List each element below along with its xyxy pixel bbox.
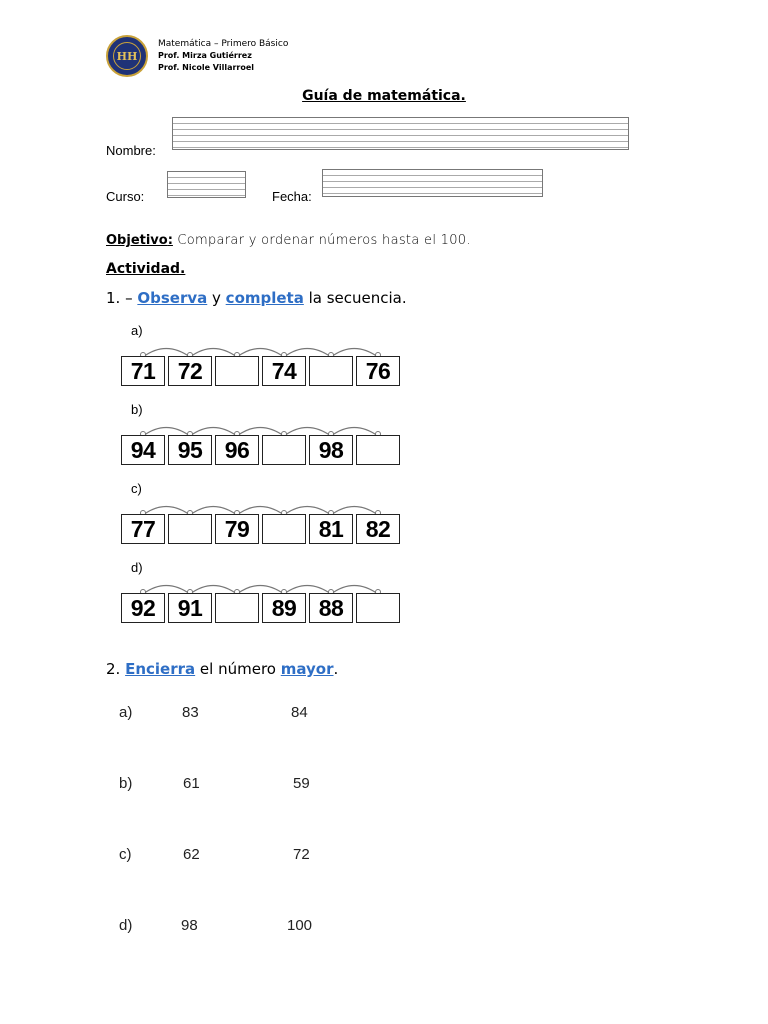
- q1-word-completa: completa: [225, 289, 304, 307]
- question-1-instruction: [106, 289, 407, 307]
- compare-a-right[interactable]: 84: [291, 704, 308, 721]
- header-info: [158, 38, 288, 74]
- compare-a-left[interactable]: 83: [182, 704, 199, 721]
- sequence-cell: 91: [168, 593, 212, 623]
- sequence-a-arcs: [121, 338, 411, 358]
- sequence-cell: 92: [121, 593, 165, 623]
- school-logo-emblem: [113, 42, 141, 70]
- compare-d-right[interactable]: 100: [287, 917, 313, 934]
- nombre-label: Nombre:: [106, 143, 156, 158]
- sequence-blank-cell[interactable]: [215, 356, 259, 386]
- teacher-line-1: Prof. Mirza Gutiérrez: [158, 51, 252, 60]
- compare-c-left[interactable]: 62: [183, 846, 200, 863]
- compare-d-left[interactable]: 98: [181, 917, 198, 934]
- sequence-cell: 71: [121, 356, 165, 386]
- sequence-d-row: [121, 593, 403, 623]
- compare-c-right[interactable]: 72: [293, 846, 310, 863]
- objective-text: Comparar y ordenar números hasta el 100.: [172, 233, 471, 248]
- course-line: Matemática – Primero Básico: [158, 39, 289, 49]
- compare-a-label: a): [119, 704, 133, 721]
- sequence-a-row: [121, 356, 403, 386]
- compare-d-label: d): [119, 917, 133, 934]
- q2-suffix: .: [333, 660, 339, 678]
- sequence-blank-cell[interactable]: [168, 514, 212, 544]
- objective: [106, 233, 471, 248]
- sequence-a-label: a): [131, 323, 143, 338]
- sequence-cell: 98: [309, 435, 353, 465]
- sequence-cell: 81: [309, 514, 353, 544]
- q2-mid: el número: [195, 660, 281, 678]
- sequence-cell: 79: [215, 514, 259, 544]
- sequence-b-row: [121, 435, 403, 465]
- activity-heading: Actividad.: [106, 261, 186, 277]
- compare-b-label: b): [119, 775, 133, 792]
- sequence-b-arcs: [121, 417, 411, 437]
- page-title: Guía de matemática.: [302, 88, 466, 104]
- sequence-blank-cell[interactable]: [309, 356, 353, 386]
- sequence-cell: 96: [215, 435, 259, 465]
- compare-b-right[interactable]: 59: [293, 775, 310, 792]
- sequence-cell: 89: [262, 593, 306, 623]
- sequence-blank-cell[interactable]: [356, 435, 400, 465]
- curso-field[interactable]: [167, 171, 246, 198]
- compare-c-label: c): [119, 846, 132, 863]
- q1-word-observa: Observa: [137, 289, 208, 307]
- sequence-c-arcs: [121, 496, 411, 516]
- sequence-cell: 88: [309, 593, 353, 623]
- sequence-b-label: b): [131, 402, 143, 417]
- sequence-cell: 94: [121, 435, 165, 465]
- teacher-line-2: Prof. Nicole Villarroel: [158, 63, 255, 72]
- sequence-d-arcs: [121, 575, 411, 595]
- sequence-cell: 77: [121, 514, 165, 544]
- sequence-d-label: d): [131, 560, 143, 575]
- q2-prefix: 2.: [106, 660, 126, 678]
- curso-label: Curso:: [106, 189, 145, 204]
- sequence-blank-cell[interactable]: [262, 514, 306, 544]
- q2-word-encierra: Encierra: [125, 660, 196, 678]
- q1-mid: y: [207, 289, 226, 307]
- objective-colon: :: [167, 233, 173, 248]
- q1-suffix: la secuencia.: [303, 289, 407, 307]
- sequence-blank-cell[interactable]: [356, 593, 400, 623]
- q1-prefix: 1. –: [106, 289, 138, 307]
- sequence-blank-cell[interactable]: [262, 435, 306, 465]
- nombre-field[interactable]: [172, 117, 629, 150]
- school-logo: [106, 35, 148, 77]
- logo-text: HH: [116, 49, 138, 63]
- sequence-cell: 76: [356, 356, 400, 386]
- sequence-cell: 95: [168, 435, 212, 465]
- fecha-field[interactable]: [322, 169, 543, 197]
- compare-b-left[interactable]: 61: [183, 775, 200, 792]
- sequence-c-label: c): [131, 481, 142, 496]
- sequence-cell: 82: [356, 514, 400, 544]
- q2-word-mayor: mayor: [280, 660, 334, 678]
- sequence-cell: 72: [168, 356, 212, 386]
- sequence-blank-cell[interactable]: [215, 593, 259, 623]
- sequence-cell: 74: [262, 356, 306, 386]
- sequence-c-row: [121, 514, 403, 544]
- question-2-instruction: [106, 660, 338, 678]
- objective-label: Objetivo: [106, 233, 168, 248]
- fecha-label: Fecha:: [272, 189, 312, 204]
